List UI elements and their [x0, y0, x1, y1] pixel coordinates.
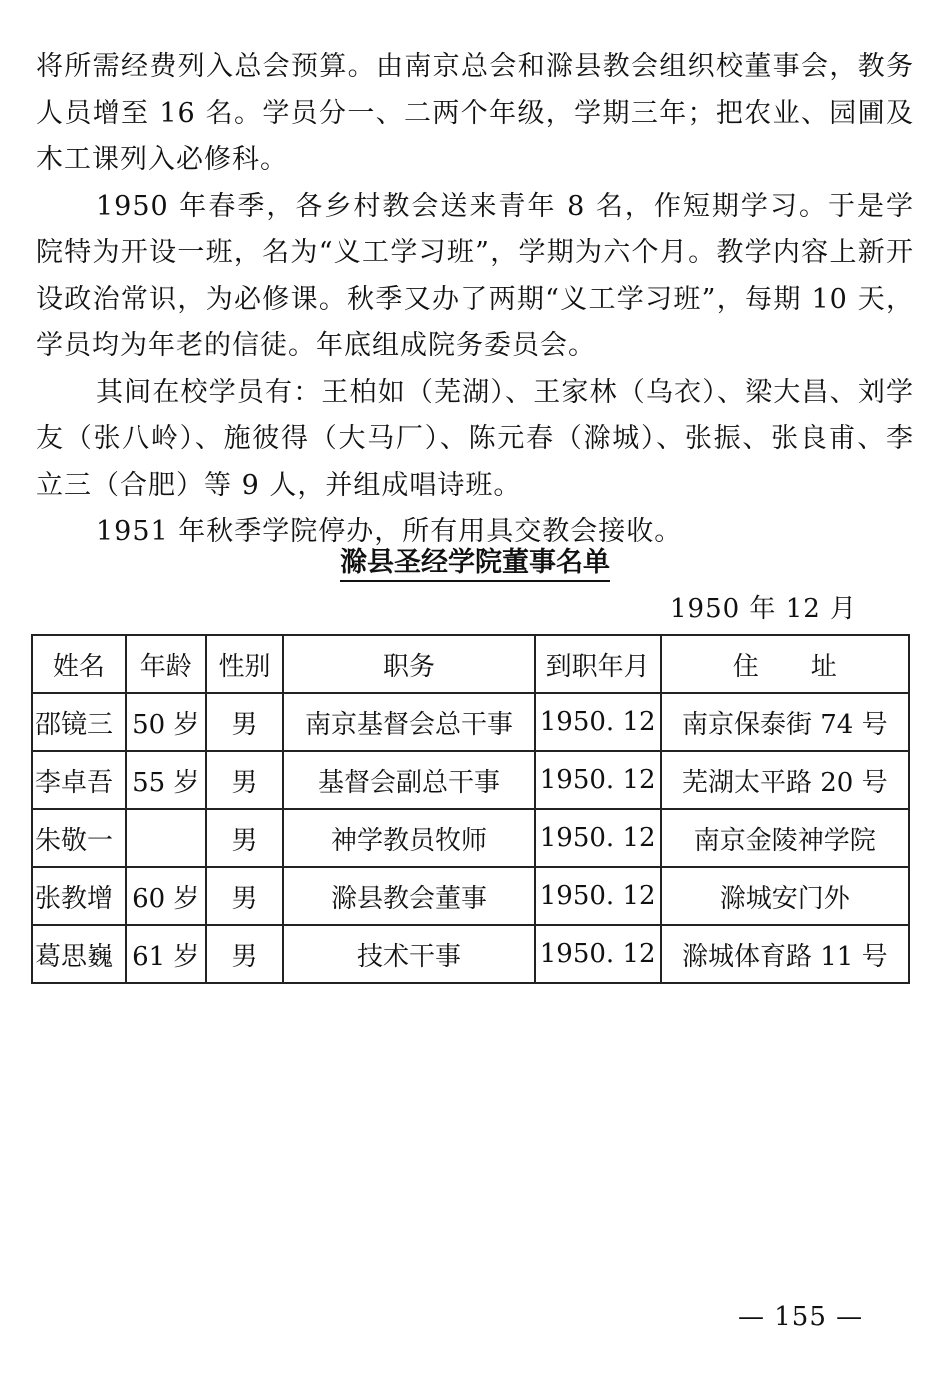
cell-position: 神学教员牧师: [283, 809, 534, 867]
cell-gender: 男: [206, 693, 284, 751]
cell-gender: 男: [206, 867, 284, 925]
cell-age: [126, 809, 206, 867]
table-date: 1950 年 12 月: [670, 594, 858, 624]
cell-start-date: 1950. 12: [535, 809, 661, 867]
cell-start-date: 1950. 12: [535, 693, 661, 751]
cell-address: 芜湖太平路 20 号: [661, 751, 909, 809]
header-name: 姓名: [32, 635, 126, 693]
header-address: 住 址: [661, 635, 909, 693]
cell-name: 张教增: [32, 867, 126, 925]
paragraph-2: 1950 年春季，各乡村教会送来青年 8 名，作短期学习。于是学院特为开设一班，名为“义工学习班”，学期为六个月。教学内容上新开设政治常识，为必修课。秋季又办了两期“义工学习班”，每期 10 天，学员均为年老的信徒。年底组成院务委员会。: [36, 190, 914, 361]
paragraph-4: 1951 年秋季学院停办，所有用具交教会接收。: [96, 516, 683, 547]
cell-position: 基督会副总干事: [283, 751, 534, 809]
cell-position: 技术干事: [283, 925, 534, 983]
cell-name: 葛思巍: [32, 925, 126, 983]
cell-address: 滁城体育路 11 号: [661, 925, 909, 983]
paragraph-3: 其间在校学员有：王柏如（芜湖）、王家林（乌衣）、梁大昌、刘学友（张八岭）、施彼得（大马厂）、陈元春（滁城）、张振、张良甫、李立三（合肥）等 9 人，并组成唱诗班。: [36, 376, 914, 501]
cell-name: 李卓吾: [32, 751, 126, 809]
table-row: [32, 925, 909, 983]
header-position: 职务: [283, 635, 534, 693]
cell-gender: 男: [206, 809, 284, 867]
board-member-table: [31, 634, 910, 984]
cell-start-date: 1950. 12: [535, 925, 661, 983]
table-title-text: 滁县圣经学院董事名单: [340, 547, 610, 582]
cell-address: 滁城安门外: [661, 867, 909, 925]
cell-gender: 男: [206, 751, 284, 809]
cell-age: 60 岁: [126, 867, 206, 925]
cell-start-date: 1950. 12: [535, 751, 661, 809]
cell-age: 61 岁: [126, 925, 206, 983]
cell-age: 50 岁: [126, 693, 206, 751]
page-number: — 155 —: [738, 1302, 864, 1332]
cell-name: 邵镜三: [32, 693, 126, 751]
cell-gender: 男: [206, 925, 284, 983]
cell-position: 滁县教会董事: [283, 867, 534, 925]
header-age: 年龄: [126, 635, 206, 693]
header-gender: 性别: [206, 635, 284, 693]
cell-position: 南京基督会总干事: [283, 693, 534, 751]
table-header-row: [32, 635, 909, 693]
table-row: [32, 693, 909, 751]
cell-age: 55 岁: [126, 751, 206, 809]
cell-start-date: 1950. 12: [535, 867, 661, 925]
table-row: [32, 809, 909, 867]
table-row: [32, 751, 909, 809]
cell-name: 朱敬一: [32, 809, 126, 867]
table-row: [32, 867, 909, 925]
paragraph-1: 将所需经费列入总会预算。由南京总会和滁县教会组织校董事会，教务人员增至 16 名。学员分一、二两个年级，学期三年；把农业、园圃及木工课列入必修科。: [36, 51, 914, 175]
header-start-date: 到职年月: [535, 635, 661, 693]
cell-address: 南京保泰街 74 号: [661, 693, 909, 751]
cell-address: 南京金陵神学院: [661, 809, 909, 867]
body-text: [36, 44, 914, 556]
table-title: [0, 540, 950, 579]
